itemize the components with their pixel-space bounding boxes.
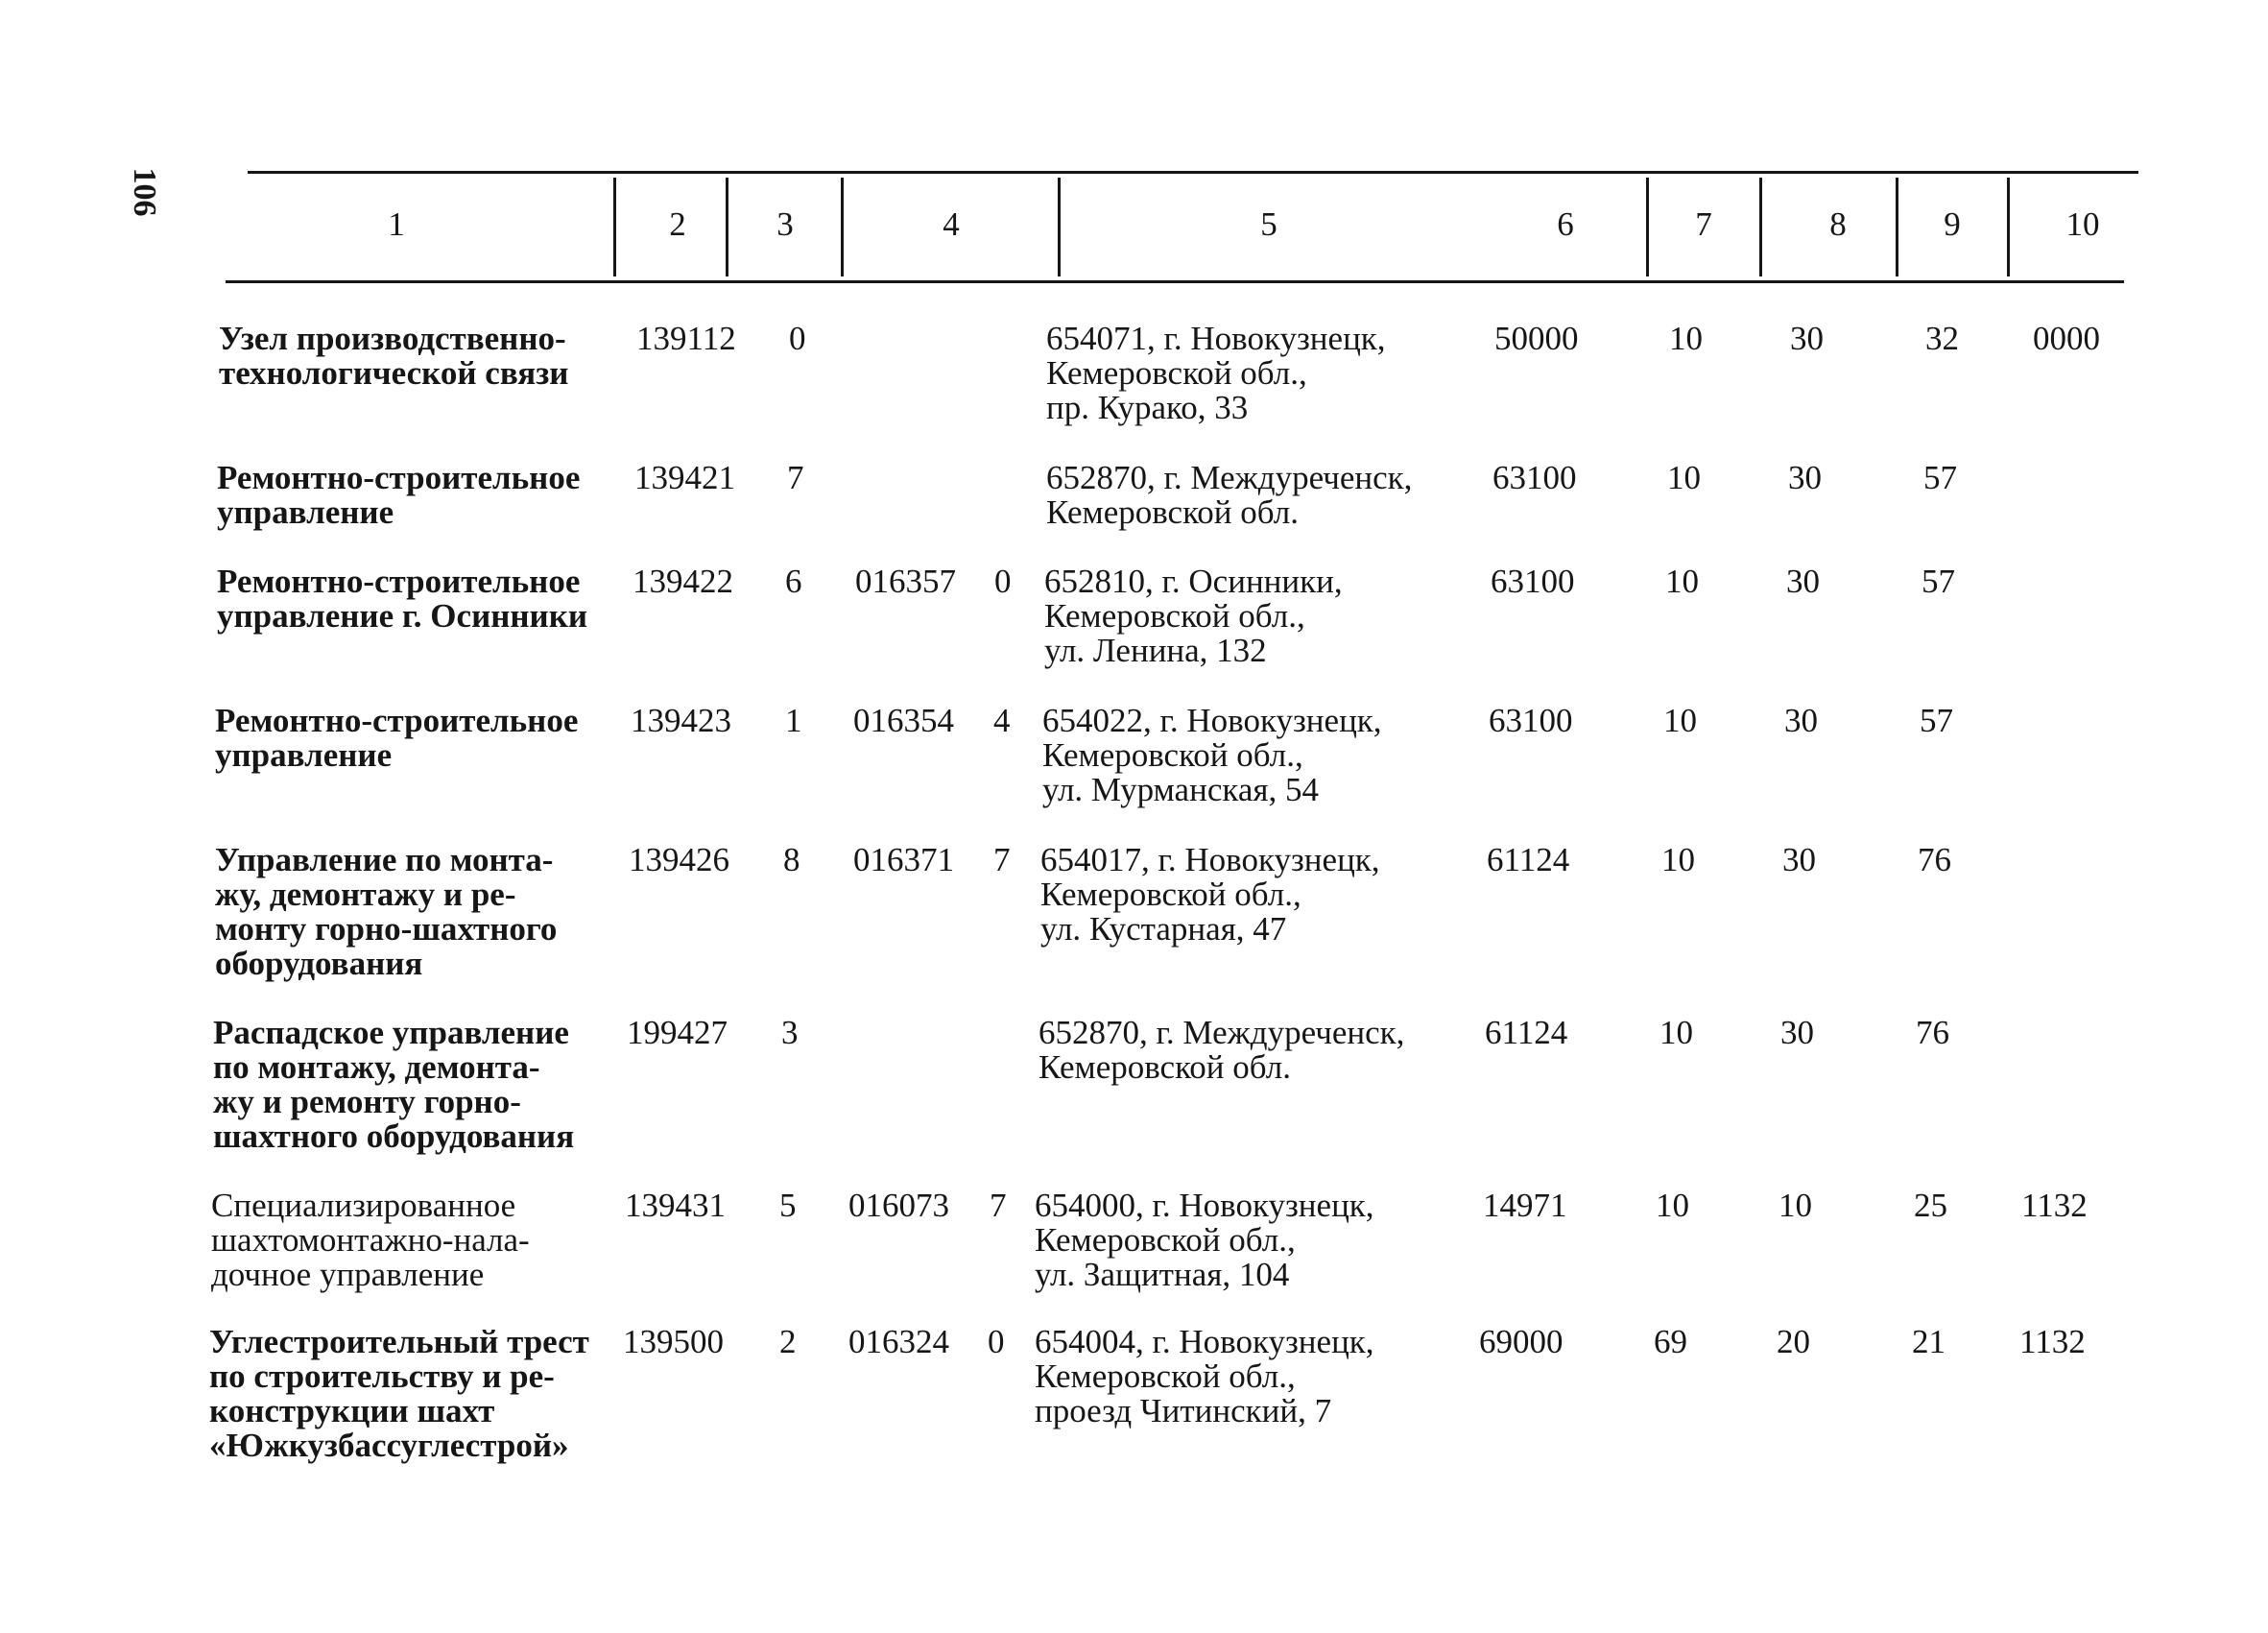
address-line: проезд Читинский, 7 [1035, 1392, 1332, 1429]
value-col7: 10 [1661, 841, 1695, 878]
value-col8: 20 [1777, 1323, 1810, 1360]
name-line: Распадское управление [213, 1014, 569, 1051]
value-col10: 1132 [2019, 1323, 2086, 1360]
code-col2: 139422 [633, 563, 733, 600]
code-col2: 139423 [631, 702, 731, 739]
value-col7: 10 [1659, 1014, 1693, 1051]
value-col9: 76 [1918, 841, 1951, 878]
organization-name [213, 1016, 574, 1154]
address [1035, 1189, 1374, 1292]
address-line: 652870, г. Междуреченск, [1039, 1014, 1405, 1051]
name-line: управление г. Осинники [217, 597, 588, 635]
code-col2: 139112 [636, 320, 736, 357]
value-col9: 32 [1925, 320, 1959, 357]
address-line: Кемеровской обл. [1039, 1048, 1291, 1086]
check-digit-col3: 8 [783, 841, 800, 878]
value-col8: 10 [1779, 1187, 1812, 1224]
address-line: 652810, г. Осинники, [1044, 563, 1343, 600]
name-line: дочное управление [211, 1256, 485, 1293]
name-line: по монтажу, демонта- [213, 1048, 540, 1086]
check-digit-col4: 4 [993, 702, 1011, 739]
address-line: 654004, г. Новокузнецк, [1035, 1323, 1374, 1360]
value-col9: 57 [1923, 459, 1957, 496]
name-line: управление [217, 493, 394, 531]
column-header-7: 7 [1695, 205, 1712, 243]
page-number: 106 [127, 167, 162, 217]
value-col7: 69 [1654, 1323, 1687, 1360]
value-col8: 30 [1790, 320, 1824, 357]
value-col8: 30 [1784, 702, 1818, 739]
name-line: жу, демонтажу и ре- [215, 876, 516, 913]
check-digit-col4: 7 [993, 841, 1011, 878]
name-line: Специализированное [211, 1187, 516, 1224]
address-line: ул. Кустарная, 47 [1040, 910, 1287, 948]
check-digit-col4: 7 [990, 1187, 1007, 1224]
code-col4: 016354 [853, 702, 954, 739]
address-line: ул. Защитная, 104 [1035, 1256, 1290, 1293]
value-col6: 69000 [1479, 1323, 1564, 1360]
name-line: технологической связи [219, 354, 569, 392]
value-col8: 30 [1780, 1014, 1814, 1051]
code-col4: 016073 [848, 1187, 949, 1224]
address-line: Кемеровской обл., [1035, 1357, 1296, 1395]
value-col7: 10 [1665, 563, 1699, 600]
value-col7: 10 [1656, 1187, 1689, 1224]
address-line: пр. Курако, 33 [1046, 389, 1249, 426]
code-col4: 016357 [855, 563, 956, 600]
address-line: 652870, г. Междуреченск, [1046, 459, 1413, 496]
name-line: Узел производственно- [219, 320, 566, 357]
value-col8: 30 [1788, 459, 1822, 496]
column-header-9: 9 [1944, 205, 1961, 243]
name-line: Управление по монта- [215, 841, 554, 878]
address-line: Кемеровской обл., [1035, 1221, 1296, 1259]
name-line: «Южкузбассуглестрой» [209, 1427, 569, 1464]
check-digit-col4: 0 [988, 1323, 1005, 1360]
check-digit-col3: 5 [779, 1187, 797, 1224]
organization-name [215, 843, 557, 981]
check-digit-col3: 3 [781, 1014, 799, 1051]
column-header-2: 2 [669, 205, 686, 243]
organization-name [217, 461, 580, 530]
address-line: Кемеровской обл., [1044, 597, 1305, 635]
address [1040, 843, 1380, 947]
address-line: ул. Ленина, 132 [1044, 632, 1267, 669]
column-header-5: 5 [1260, 205, 1277, 243]
name-line: Ремонтно-строительное [217, 563, 581, 600]
organization-name [209, 1325, 589, 1463]
name-line: шахтомонтажно-нала- [211, 1221, 530, 1259]
name-line: конструкции шахт [209, 1392, 495, 1429]
header-divider-8 [2007, 178, 2010, 276]
address [1035, 1325, 1374, 1429]
header-divider-7 [1896, 178, 1898, 276]
address [1042, 704, 1382, 807]
value-col6: 50000 [1494, 320, 1579, 357]
value-col6: 14971 [1483, 1187, 1567, 1224]
value-col9: 25 [1914, 1187, 1947, 1224]
header-divider-6 [1759, 178, 1762, 276]
column-header-10: 10 [2065, 205, 2100, 243]
address-line: 654071, г. Новокузнецк, [1046, 320, 1386, 357]
name-line: шахтного оборудования [213, 1117, 575, 1155]
address-line: ул. Мурманская, 54 [1042, 771, 1319, 808]
address [1046, 322, 1386, 425]
header-divider-2 [726, 178, 728, 276]
address [1046, 461, 1412, 530]
organization-name [215, 704, 578, 773]
value-col6: 63100 [1489, 702, 1573, 739]
code-col2: 139500 [623, 1323, 724, 1360]
address-line: Кемеровской обл., [1040, 876, 1301, 913]
code-col4: 016371 [853, 841, 954, 878]
name-line: по строительству и ре- [209, 1357, 555, 1395]
check-digit-col3: 0 [789, 320, 806, 357]
value-col8: 30 [1782, 841, 1816, 878]
header-divider-1 [613, 178, 616, 276]
header-divider-4 [1058, 178, 1061, 276]
column-header-4: 4 [943, 205, 960, 243]
organization-name [217, 564, 587, 634]
table-header-bottom-rule [226, 280, 2124, 283]
table-top-rule [248, 171, 2138, 174]
address-line: Кемеровской обл. [1046, 493, 1299, 531]
value-col10: 0000 [2033, 320, 2100, 357]
value-col6: 63100 [1492, 459, 1577, 496]
address-line: 654017, г. Новокузнецк, [1040, 841, 1380, 878]
address-line: 654000, г. Новокузнецк, [1035, 1187, 1374, 1224]
name-line: жу и ремонту горно- [213, 1083, 521, 1120]
value-col6: 63100 [1491, 563, 1575, 600]
address-line: 654022, г. Новокузнецк, [1042, 702, 1382, 739]
code-col4: 016324 [848, 1323, 949, 1360]
check-digit-col3: 7 [787, 459, 804, 496]
value-col7: 10 [1669, 320, 1703, 357]
address-line: Кемеровской обл., [1046, 354, 1307, 392]
check-digit-col3: 1 [785, 702, 802, 739]
check-digit-col3: 2 [779, 1323, 797, 1360]
column-header-3: 3 [776, 205, 794, 243]
value-col9: 21 [1912, 1323, 1946, 1360]
value-col7: 10 [1663, 702, 1697, 739]
column-header-8: 8 [1829, 205, 1847, 243]
name-line: управление [215, 736, 393, 774]
name-line: оборудования [215, 945, 423, 982]
value-col9: 57 [1922, 563, 1955, 600]
column-header-1: 1 [388, 205, 405, 243]
name-line: монту горно-шахтного [215, 910, 558, 948]
name-line: Ремонтно-строительное [217, 459, 581, 496]
code-col2: 139421 [634, 459, 735, 496]
check-digit-col3: 6 [785, 563, 802, 600]
code-col2: 139431 [625, 1187, 726, 1224]
value-col6: 61124 [1485, 1014, 1568, 1051]
address [1039, 1016, 1404, 1085]
value-col9: 76 [1916, 1014, 1949, 1051]
header-divider-3 [841, 178, 844, 276]
organization-name [211, 1189, 530, 1292]
check-digit-col4: 0 [994, 563, 1012, 600]
organization-name [219, 322, 568, 391]
name-line: Ремонтно-строительное [215, 702, 579, 739]
name-line: Углестроительный трест [209, 1323, 589, 1360]
code-col2: 139426 [629, 841, 729, 878]
value-col6: 61124 [1487, 841, 1570, 878]
code-col2: 199427 [627, 1014, 728, 1051]
value-col9: 57 [1920, 702, 1953, 739]
value-col8: 30 [1786, 563, 1820, 600]
column-header-6: 6 [1557, 205, 1574, 243]
value-col7: 10 [1667, 459, 1701, 496]
address [1044, 564, 1343, 668]
header-divider-5 [1646, 178, 1649, 276]
address-line: Кемеровской обл., [1042, 736, 1303, 774]
value-col10: 1132 [2021, 1187, 2088, 1224]
